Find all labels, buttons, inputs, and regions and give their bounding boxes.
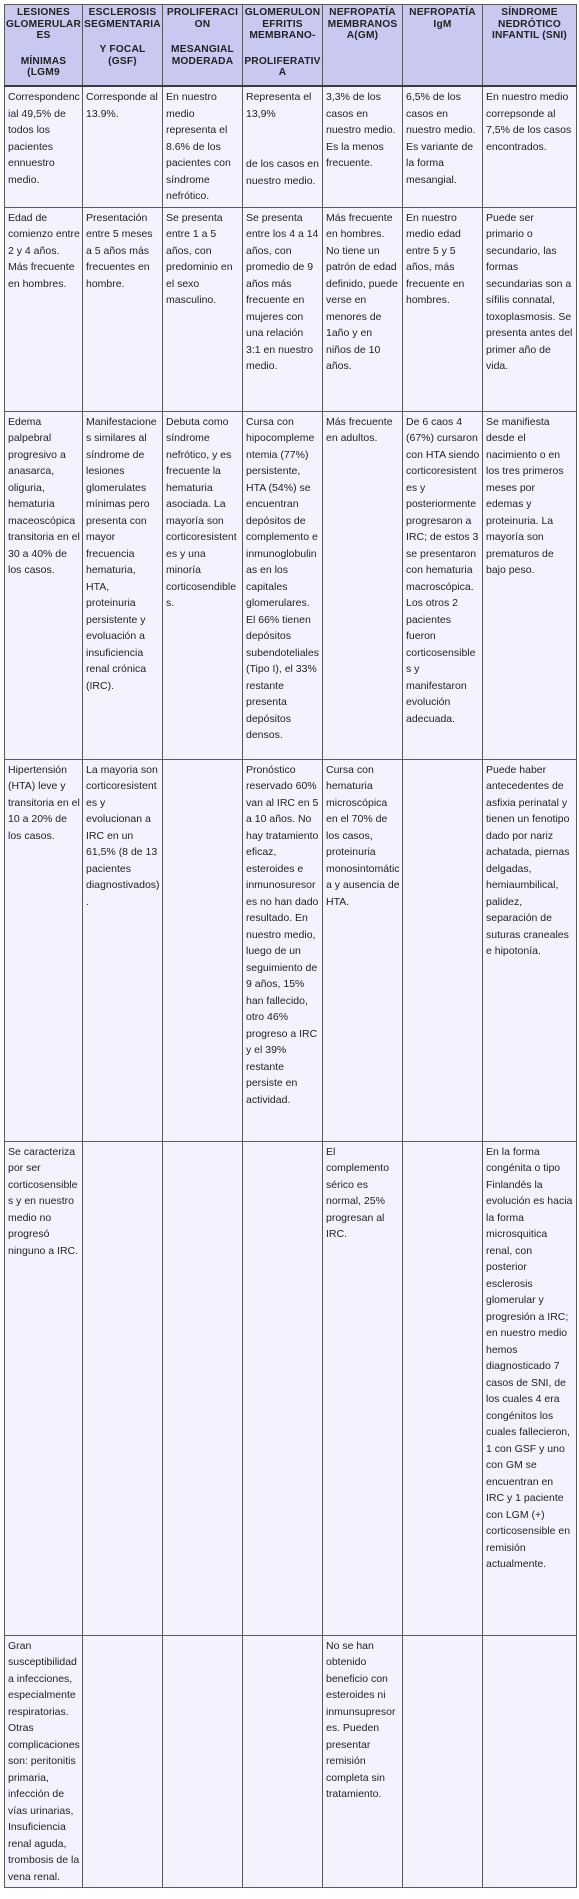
- table-row: [5, 86, 577, 207]
- header-igm: NEFROPATÍA IgM: [403, 5, 483, 87]
- cell-gsf: La mayoria son corticoresistentes y evolucionan a IRC en un 61,5% (8 de 13 pacientes diagnostivados).: [83, 759, 163, 1141]
- cell-mesangial: Se presenta entre 1 a 5 años, con predominio en el sexo masculino.: [163, 207, 243, 411]
- cell-membranosa: Más frecuente en hombres. No tiene un patrón de edad definido, puede verse en menores de 1año y en niños de 10 años.: [323, 207, 403, 411]
- cell-lgm: Correspondencial 49,5% de todos los pacientes ennuestro medio.: [5, 86, 83, 207]
- table-row: [5, 1141, 577, 1635]
- cell-lgm: Edad de comienzo entre 2 y 4 años. Más frecuente en hombres.: [5, 207, 83, 411]
- cell-igm: 6,5% de los casos en nuestro medio. Es variante de la forma mesangial.: [403, 86, 483, 207]
- cell-membranoproliferativa: Pronóstico reservado 60% van al IRC en 5 a 10 años. No hay tratamiento eficaz, esteroides e inmunosuresores no han dado resultado. En nuestro medio, luego de un seguimiento de 9 años, 15% han fallecido, otro 46% progreso a IRC y el 39% restante persiste en actividad.: [243, 759, 323, 1141]
- header-gsf: ESCLEROSIS SEGMENTARIA Y FOCAL (GSF): [83, 5, 163, 87]
- cell-sni: En nuestro medio correpsonde al 7,5% de los casos encontrados.: [483, 86, 577, 207]
- table-row: [5, 411, 577, 759]
- cell-mesangial: [163, 1141, 243, 1635]
- cell-gsf: [83, 1141, 163, 1635]
- cell-membranoproliferativa: [243, 1635, 323, 1888]
- cell-lgm: Edema palpebral progresivo a anasarca, oliguria, hematuria maceoscópica transitoria en el 30 a 40% de los casos.: [5, 411, 83, 759]
- cell-membranosa: Más frecuente en adultos.: [323, 411, 403, 759]
- cell-gsf: Manifestaciones similares al síndrome de lesiones glomerulates mínimas pero presenta con mayor frecuencia hematuria, HTA, proteinuria persistente y evoluación a insuficiencia renal crónica (IRC).: [83, 411, 163, 759]
- cell-igm: [403, 1141, 483, 1635]
- cell-membranoproliferativa: Cursa con hipocomplementemia (77%) persistente, HTA (54%) se encuentran depósitos de complemento e inmunoglobulinas en los capitales glomerulares. El 66% tienen depósitos subendoteliales (Tipo I), el 33% restante presenta depósitos densos.: [243, 411, 323, 759]
- cell-membranoproliferativa: Se presenta entre los 4 a 14 años, con promedio de 9 años más frecuente en mujeres con una relación 3:1 en nuestro medio.: [243, 207, 323, 411]
- header-sni: SÍNDROME NEDRÓTICO INFANTIL (SNI): [483, 5, 577, 87]
- cell-mesangial: [163, 759, 243, 1141]
- cell-sni: Puede haber antecedentes de asfixia perinatal y tienen un fenotipo dado por nariz achatada, piernas delgadas, hemiaumbilical, palidez, separación de suturas craneales e hipotonía.: [483, 759, 577, 1141]
- cell-mesangial: [163, 1635, 243, 1888]
- cell-sni: [483, 1635, 577, 1888]
- cell-igm: [403, 759, 483, 1141]
- cell-membranoproliferativa: [243, 1141, 323, 1635]
- cell-igm: En nuestro medio edad entre 5 y 5 años, más frecuente en hombres.: [403, 207, 483, 411]
- cell-lgm: Se caracteriza por ser corticosensibles y en nuestro medio no progresó ninguno a IRC.: [5, 1141, 83, 1635]
- cell-sni: En la forma congénita o tipo Finlandés la evolución es hacia la forma microsquitica renal, con posterior esclerosis glomerular y progresión a IRC; en nuestro medio hemos diagnosticado 7 casos de SNI, de los cuales 4 era congénitos los cuales fallecieron, 1 con GSF y uno con GM se encuentran en IRC y 1 paciente con LGM (+) corticosensible en remisión actualmente.: [483, 1141, 577, 1635]
- table-row: [5, 207, 577, 411]
- cell-lgm: Gran susceptibilidad a infecciones, especialmente respiratorias. Otras complicaciones son: peritonitis primaria, infección de vías urinarias, Insuficiencia renal aguda, trombosis de la vena renal.: [5, 1635, 83, 1888]
- cell-membranosa: No se han obtenido beneficio con esteroides ni inmunsupresores. Pueden presentar remisión completa sin tratamiento.: [323, 1635, 403, 1888]
- cell-mesangial: En nuestro medio representa el 8.6% de los pacientes con síndrome nefrótico.: [163, 86, 243, 207]
- comparison-table: [4, 4, 577, 1888]
- cell-membranosa: El complemento sérico es normal, 25% progresan al IRC.: [323, 1141, 403, 1635]
- header-membranoproliferativa: GLOMERULONEFRITIS MEMBRANO- PROLIFERATIVA: [243, 5, 323, 87]
- header-lgm: LESIONES GLOMERULARES MÍNIMAS (LGM9: [5, 5, 83, 87]
- header-row: [5, 5, 577, 87]
- cell-sni: Se manifiesta desde el nacimiento o en los tres primeros meses por edemas y proteinuria. La mayoría son prematuros de bajo peso.: [483, 411, 577, 759]
- cell-membranosa: 3,3% de los casos en nuestro medio. Es la menos frecuente.: [323, 86, 403, 207]
- cell-mesangial: Debuta como síndrome nefrótico, y es frecuente la hematuria asociada. La mayoría son corticoresistentes y una minoría corticosendibles.: [163, 411, 243, 759]
- cell-gsf: Presentación entre 5 meses a 5 años más frecuentes en hombre.: [83, 207, 163, 411]
- cell-gsf: [83, 1635, 163, 1888]
- header-mesangial: PROLIFERACION MESANGIAL MODERADA: [163, 5, 243, 87]
- header-membranosa: NEFROPATÍA MEMBRANOSA(GM): [323, 5, 403, 87]
- cell-sni: Puede ser primario o secundario, las formas secundarias son a sífilis connatal, toxoplasmosis. Se presenta antes del primer año de vida.: [483, 207, 577, 411]
- cell-igm: [403, 1635, 483, 1888]
- table-row: [5, 759, 577, 1141]
- table-row: [5, 1635, 577, 1888]
- cell-membranoproliferativa: Representa el 13,9% de los casos en nuestro medio.: [243, 86, 323, 207]
- cell-lgm: Hipertensión (HTA) leve y transitoria en el 10 a 20% de los casos.: [5, 759, 83, 1141]
- cell-gsf: Corresponde al 13.9%.: [83, 86, 163, 207]
- cell-igm: De 6 caos 4 (67%) cursaron con HTA siendo corticoresistentes y posteriormente progresaron a IRC; de estos 3 se presentaron con hematuria macroscópica. Los otros 2 pacientes fueron corticosensibles y manifestaron evolución adecuada.: [403, 411, 483, 759]
- cell-membranosa: Cursa con hematuria microscópica en el 70% de los casos, proteinuria monosintomática y ausencia de HTA.: [323, 759, 403, 1141]
